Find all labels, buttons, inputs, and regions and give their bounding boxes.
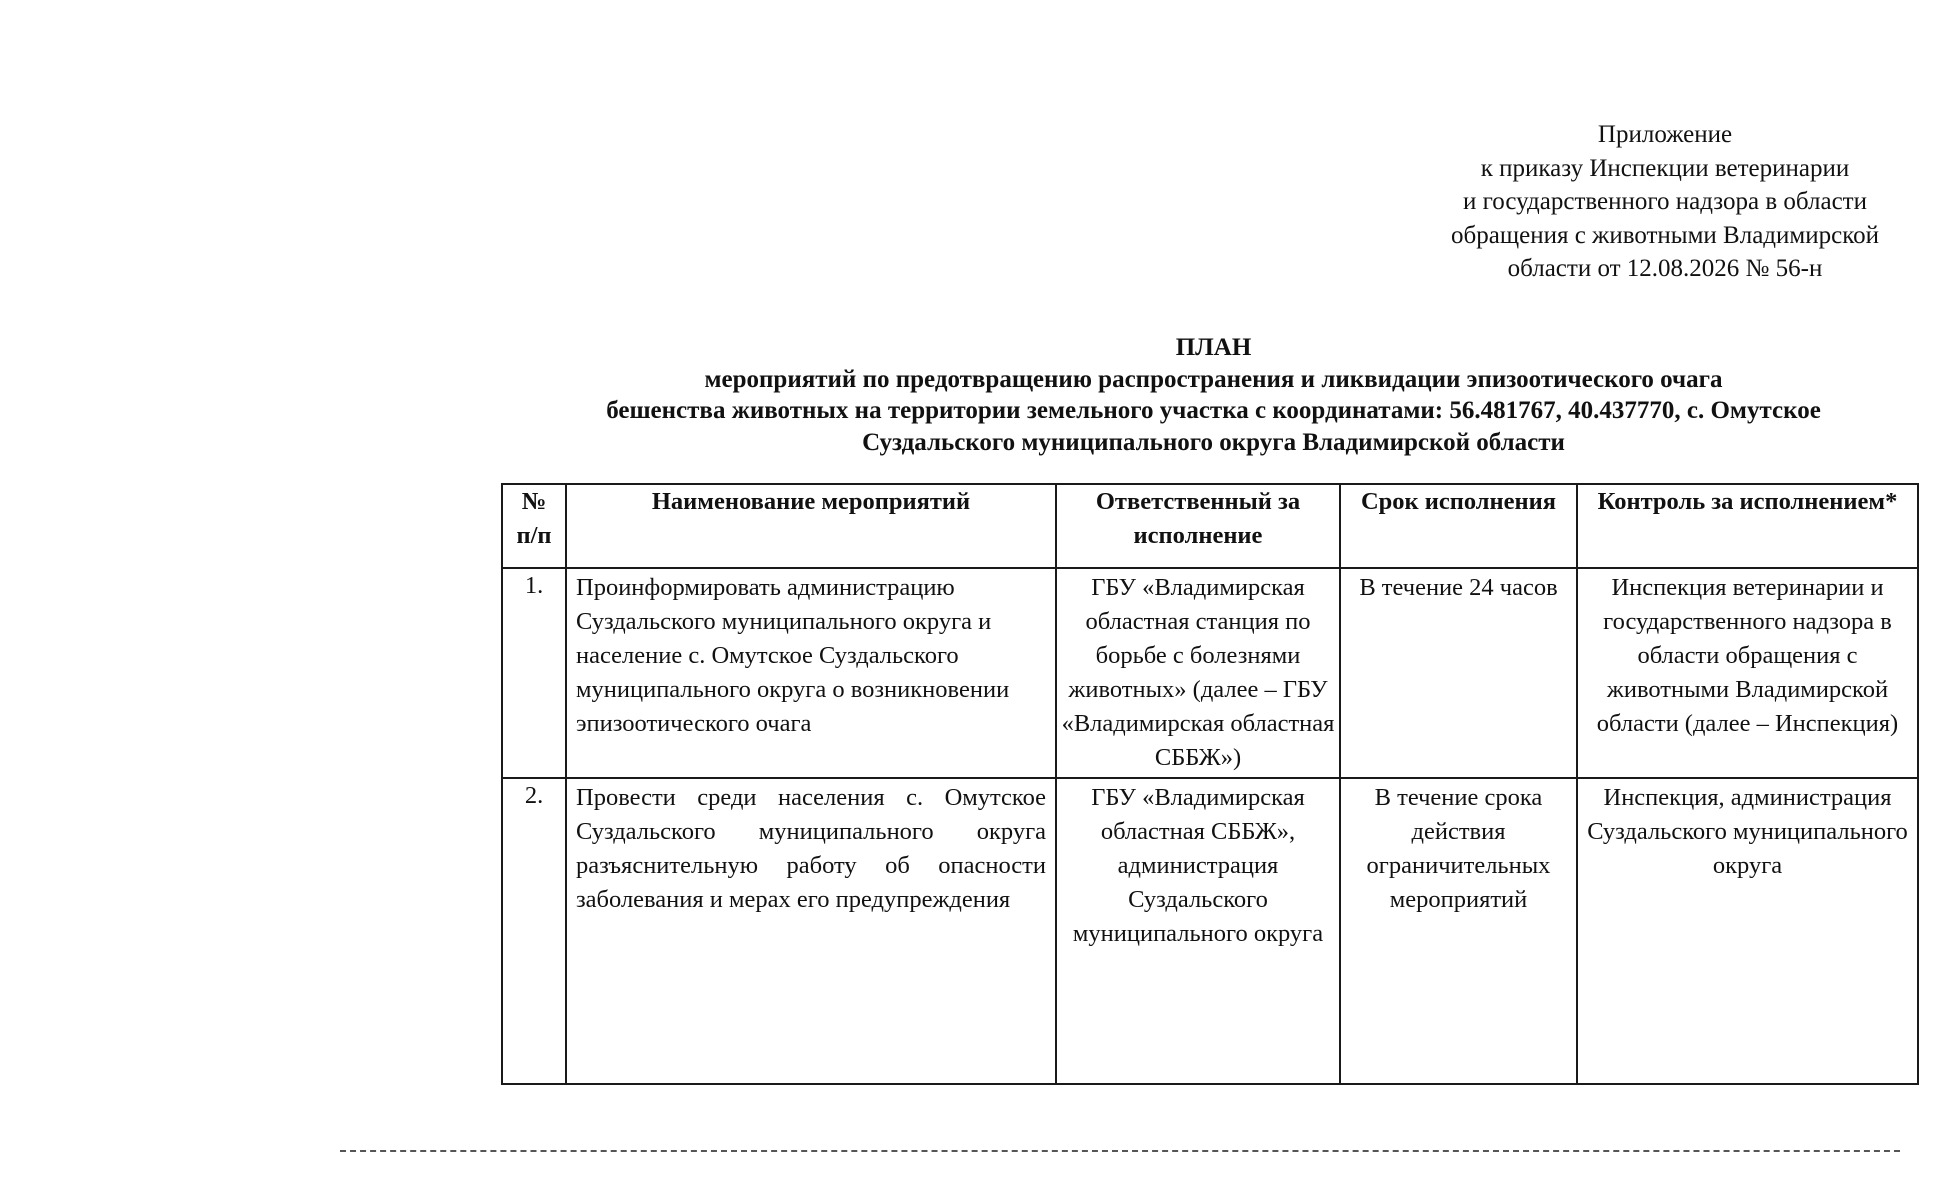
row-responsible: ГБУ «Владимирская областная станция по борьбе с болезнями животных» (далее – ГБУ «Владимирская областная СББЖ»)	[1056, 568, 1340, 778]
row-deadline: В течение 24 часов	[1340, 568, 1577, 778]
row-number: 2.	[502, 778, 566, 1084]
row-activity-name: Провести среди населения с. Омутское Суздальского муниципального округа разъяснительную работу об опасности заболевания и мерах его предупреждения	[566, 778, 1056, 1084]
table-row	[502, 778, 1918, 1084]
row-deadline: В течение срока действия ограничительных мероприятий	[1340, 778, 1577, 1084]
appendix-line: к приказу Инспекции ветеринарии	[1480, 154, 1850, 182]
column-header-responsible: Ответственный за исполнение	[1056, 484, 1340, 568]
column-header-number: № п/п	[502, 484, 566, 568]
column-header-name: Наименование мероприятий	[566, 484, 1056, 568]
row-responsible: ГБУ «Владимирская областная СББЖ», администрация Суздальского муниципального округа	[1056, 778, 1340, 1084]
table-header-row	[502, 484, 1918, 568]
plan-table	[501, 483, 1919, 1085]
title-line: Суздальского муниципального округа Владимирской области	[862, 428, 1565, 456]
column-header-deadline: Срок исполнения	[1340, 484, 1577, 568]
appendix-line: и государственного надзора в области	[1462, 188, 1867, 215]
appendix-line: области от 12.08.2026 № 56-н	[1507, 255, 1823, 282]
title-line: бешенства животных на территории земельного участка с координатами: 56.481767, 40.437770, с. Омутское	[606, 397, 1821, 424]
table-row	[502, 568, 1918, 778]
column-header-control: Контроль за исполнением*	[1577, 484, 1918, 568]
row-control: Инспекция, администрация Суздальского муниципального округа	[1577, 778, 1918, 1084]
appendix-header	[1395, 118, 1935, 286]
scan-bottom-rule	[340, 1150, 1900, 1152]
appendix-line: Приложение	[1597, 121, 1733, 148]
row-activity-name: Проинформировать администрацию Суздальского муниципального округа и население с. Омутское Суздальского муниципального округа о возникновении эпизоотического очага	[566, 568, 1056, 778]
title-line: мероприятий по предотвращению распространения и ликвидации эпизоотического очага	[704, 365, 1723, 393]
appendix-line: обращения с животными Владимирской	[1451, 221, 1879, 249]
row-number: 1.	[502, 568, 566, 778]
title-heading: ПЛАН	[1175, 334, 1252, 361]
row-control: Инспекция ветеринарии и государственного надзора в области обращения с животными Владимирской области (далее – Инспекция)	[1577, 568, 1918, 778]
document-title	[480, 332, 1947, 458]
